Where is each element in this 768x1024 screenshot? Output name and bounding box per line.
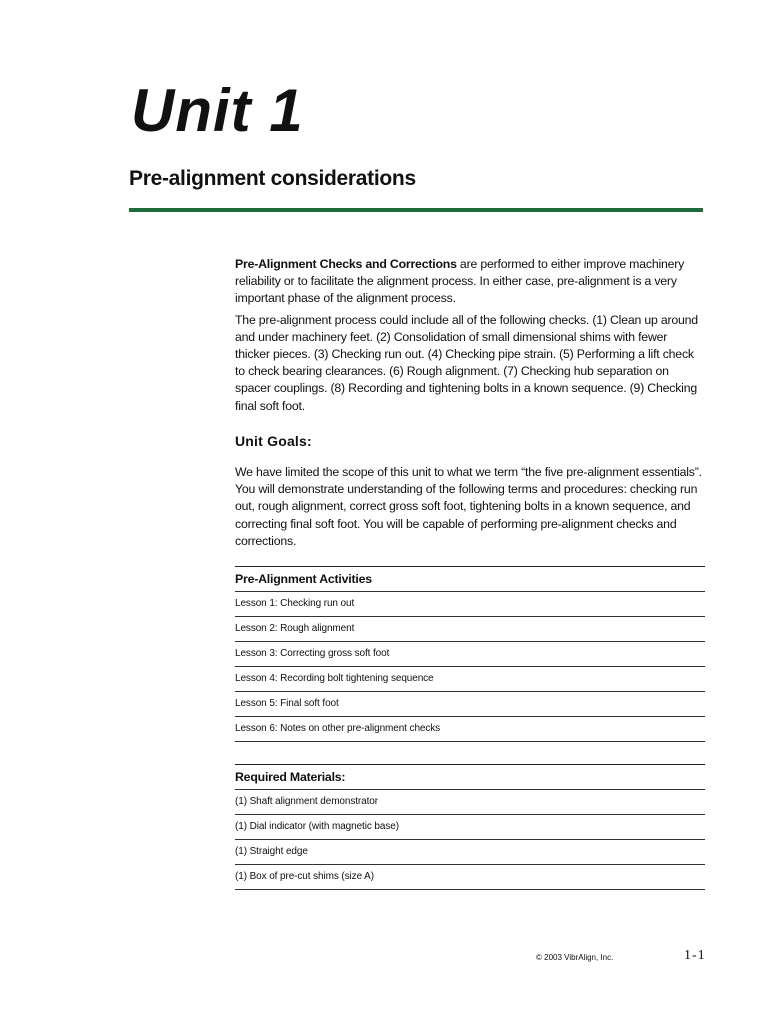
table-row: (1) Shaft alignment demonstrator (235, 790, 705, 815)
header-divider (129, 208, 703, 212)
materials-table (235, 764, 705, 890)
activities-table-header: Pre-Alignment Activities (235, 566, 705, 592)
table-row: (1) Box of pre-cut shims (size A) (235, 865, 705, 890)
table-row: Lesson 4: Recording bolt tightening sequence (235, 667, 705, 692)
table-row: (1) Dial indicator (with magnetic base) (235, 815, 705, 840)
unit-title: Unit 1 (131, 77, 304, 144)
table-row: Lesson 1: Checking run out (235, 592, 705, 617)
unit-goals-heading: Unit Goals: (235, 432, 312, 449)
page-subtitle: Pre-alignment considerations (129, 167, 416, 190)
intro-lead-rest: are performed to either improve machinery reliability or to facilitate the alignment process. In either case, pre-alignment is a very important phase of the alignment process. (235, 257, 685, 306)
table-row: (1) Straight edge (235, 840, 705, 865)
table-row: Lesson 6: Notes on other pre-alignment checks (235, 717, 705, 742)
unit-goals-text: We have limited the scope of this unit to what we term “the five pre-alignment essentials”. You will demonstrate understanding of the following terms and procedures: checking run out, rough alignment, correct gross soft foot, tightening bolts in a known sequence, and correcting final soft foot. You will be capable of performing pre-alignment checks and corrections. (235, 465, 702, 548)
checks-paragraph: The pre-alignment process could include all of the following checks. (1) Clean up around and under machinery feet. (2) Consolidation of small dimensional shims with fewer thicker pieces. (3) Checking run out. (4) Checking pipe strain. (5) Performing a lift check to check bearing clearances. (6) Rough alignment. (7) Checking hub separation on spacer couplings. (8) Recording and tightening bolts in a known sequence. (9) Checking final soft foot. (235, 312, 698, 413)
materials-table-header: Required Materials: (235, 764, 705, 790)
main-content (235, 256, 705, 890)
intro-paragraph (235, 256, 705, 308)
footer-copyright: © 2003 VibrAlign, Inc. (536, 953, 614, 962)
table-row: Lesson 5: Final soft foot (235, 692, 705, 717)
intro-bold-lead: Pre-Alignment Checks and Corrections (235, 257, 457, 271)
table-row: Lesson 2: Rough alignment (235, 617, 705, 642)
activities-table (235, 566, 705, 742)
table-row: Lesson 3: Correcting gross soft foot (235, 642, 705, 667)
page-number: 1-1 (684, 948, 706, 963)
